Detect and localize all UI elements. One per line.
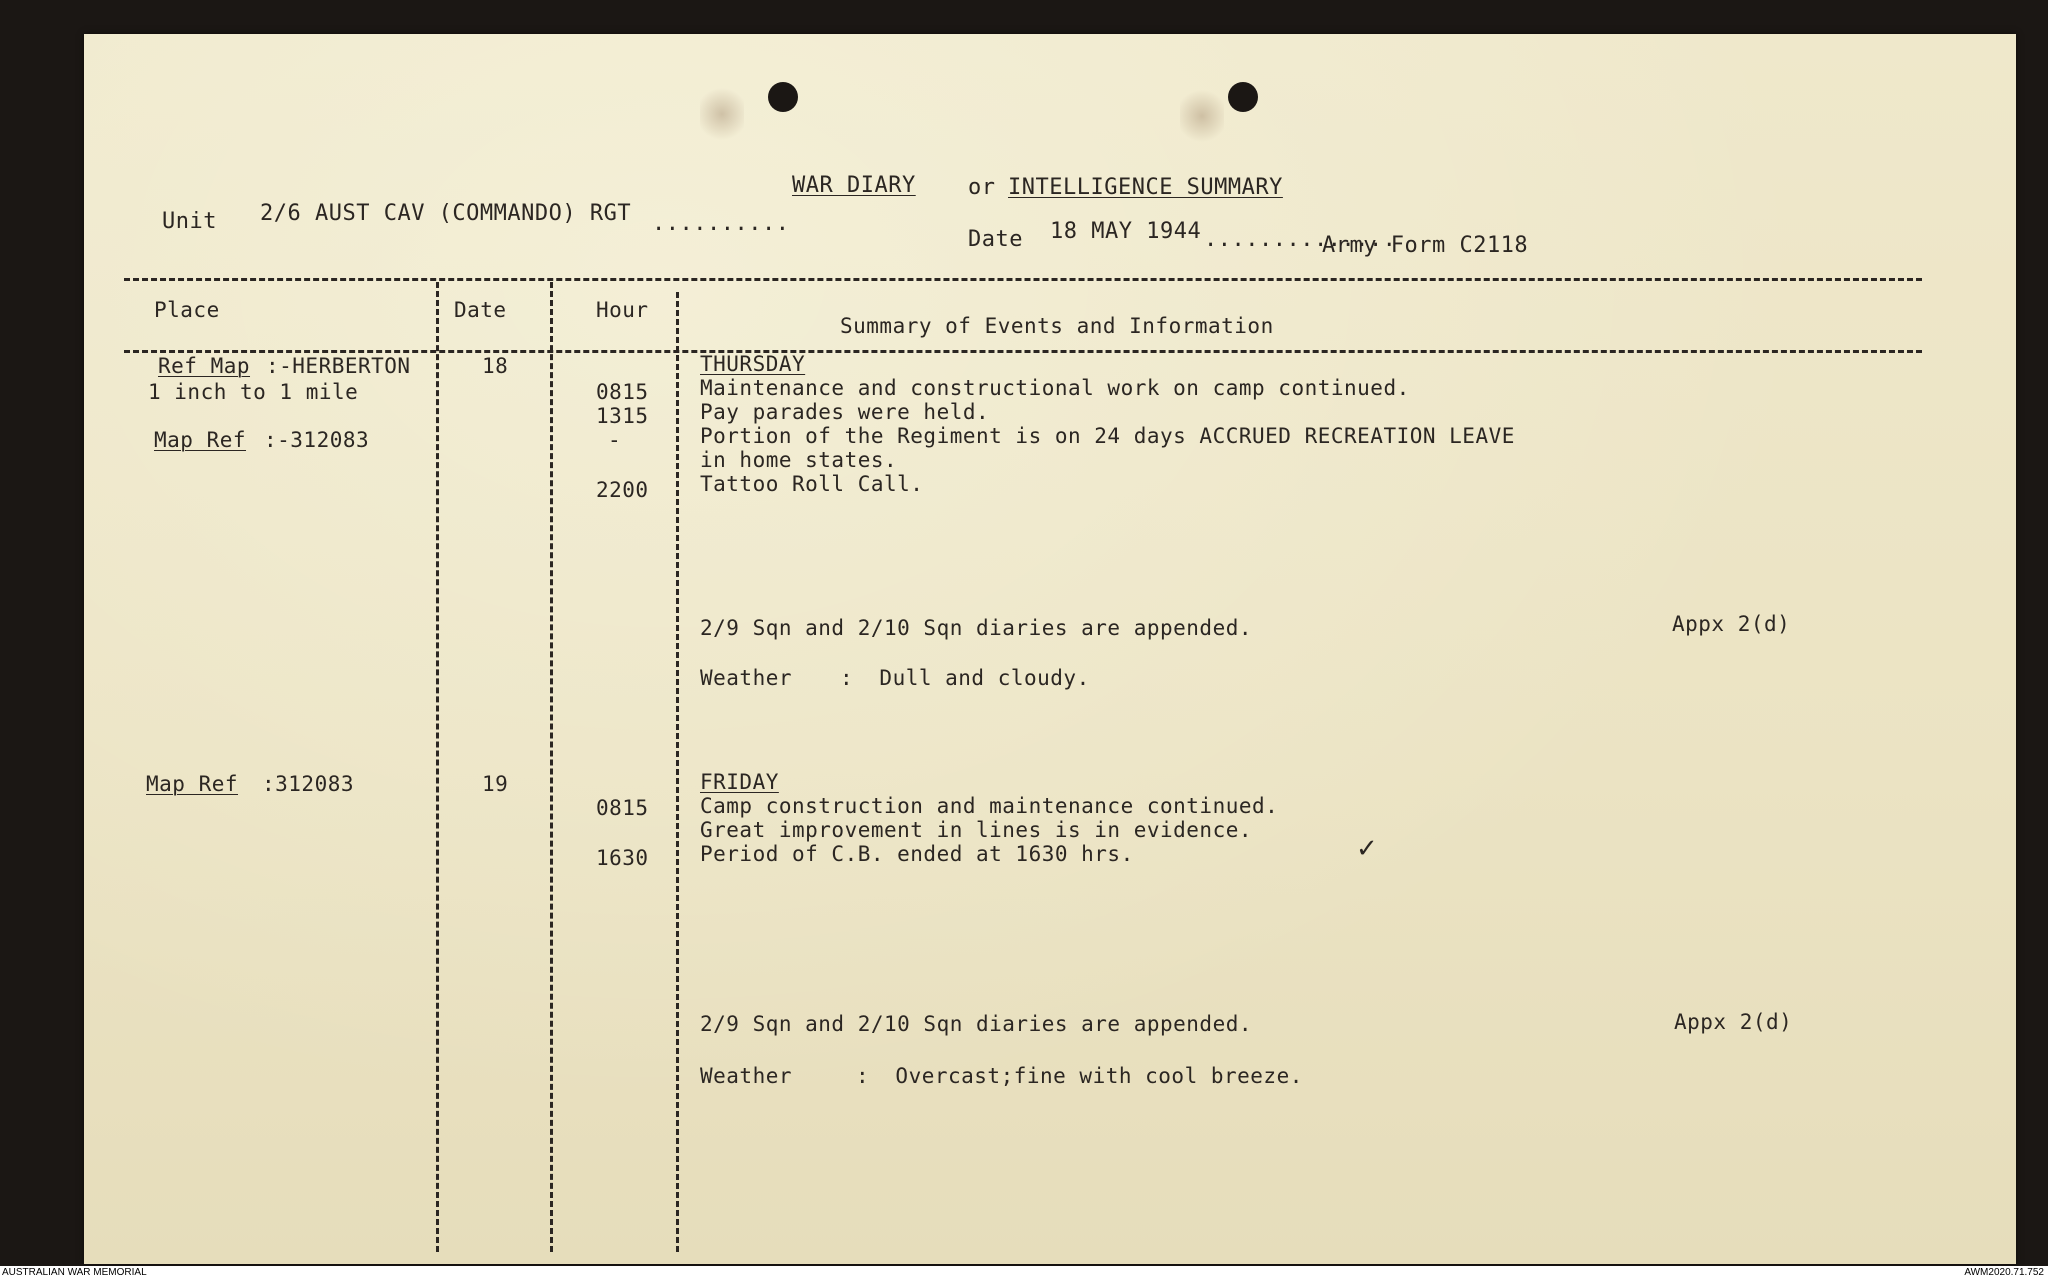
entry-hour: - xyxy=(608,428,622,452)
appended-note-day2: 2/9 Sqn and 2/10 Sqn diaries are appended. xyxy=(700,1012,1253,1036)
weather-label-day1: Weather xyxy=(700,666,793,690)
appendix-ref-day1: Appx 2(d) xyxy=(1672,612,1791,636)
unit-dots: .......... xyxy=(652,211,790,236)
weather-value-day2: : Overcast;fine with cool breeze. xyxy=(856,1064,1303,1088)
column-divider-hour-summary xyxy=(676,292,679,1252)
entry-hour: 2200 xyxy=(596,478,649,502)
unit-value: 2/6 AUST CAV (COMMANDO) RGT xyxy=(260,201,632,226)
entry-date-day2: 19 xyxy=(482,772,509,796)
unit-label: Unit xyxy=(162,209,217,234)
date-value: 18 MAY 1944 xyxy=(1050,219,1202,244)
day-name-friday: FRIDAY xyxy=(700,770,779,794)
event-line: Great improvement in lines is in evidence. xyxy=(700,818,1253,842)
stain-mark-left xyxy=(700,84,744,144)
stain-mark-right xyxy=(1180,86,1224,146)
date-label: Date xyxy=(968,227,1023,252)
column-header-summary: Summary of Events and Information xyxy=(840,314,1274,338)
diary-sheet xyxy=(84,34,2016,1264)
place-name: :-HERBERTON xyxy=(266,354,411,378)
archive-footer-strip xyxy=(0,1266,2048,1281)
entry-hour: 1315 xyxy=(596,404,649,428)
column-divider-place-date xyxy=(436,282,439,1252)
map-ref-label-day2: Map Ref xyxy=(146,772,239,796)
event-line: Maintenance and constructional work on camp continued. xyxy=(700,376,1410,400)
event-line: Pay parades were held. xyxy=(700,400,990,424)
date-dots: .............. xyxy=(1204,227,1397,252)
entry-date-day1: 18 xyxy=(482,354,509,378)
event-line: Period of C.B. ended at 1630 hrs. xyxy=(700,842,1134,866)
form-title-or: or xyxy=(968,175,996,200)
header-bottom-rule xyxy=(124,350,1922,353)
event-line: Portion of the Regiment is on 24 days ACCRUED RECREATION LEAVE xyxy=(700,424,1515,448)
event-line: Tattoo Roll Call. xyxy=(700,472,924,496)
column-header-hour: Hour xyxy=(596,298,649,322)
day-name-thursday: THURSDAY xyxy=(700,352,806,376)
column-header-place: Place xyxy=(154,298,220,322)
entry-hour: 0815 xyxy=(596,796,649,820)
table-top-rule xyxy=(124,278,1922,281)
place-scale: 1 inch to 1 mile xyxy=(148,380,359,404)
map-ref-value-day2: :312083 xyxy=(262,772,355,796)
map-ref-value-day1: :-312083 xyxy=(264,428,370,452)
appended-note-day1: 2/9 Sqn and 2/10 Sqn diaries are appended. xyxy=(700,616,1253,640)
place-ref-map: Ref Map xyxy=(158,354,251,378)
punch-hole-left xyxy=(768,82,798,112)
event-line: Camp construction and maintenance continued. xyxy=(700,794,1279,818)
entry-hour: 1630 xyxy=(596,846,649,870)
weather-value-day1: : Dull and cloudy. xyxy=(840,666,1090,690)
archive-reference: AWM2020.71.752 xyxy=(1964,1267,2044,1278)
weather-label-day2: Weather xyxy=(700,1064,793,1088)
check-tick-mark: ✓ xyxy=(1356,834,1378,864)
form-title-war-diary: WAR DIARY xyxy=(792,173,916,198)
form-title-intelligence-summary: INTELLIGENCE SUMMARY xyxy=(1008,175,1283,200)
column-divider-date-hour xyxy=(550,282,553,1252)
archive-name: AUSTRALIAN WAR MEMORIAL xyxy=(2,1267,147,1278)
column-header-date: Date xyxy=(454,298,507,322)
event-line: in home states. xyxy=(700,448,898,472)
map-ref-label-day1: Map Ref xyxy=(154,428,247,452)
army-form-number: Army Form C2118 xyxy=(1322,233,1529,258)
punch-hole-right xyxy=(1228,82,1258,112)
appendix-ref-day2: Appx 2(d) xyxy=(1674,1010,1793,1034)
entry-hour: 0815 xyxy=(596,380,649,404)
